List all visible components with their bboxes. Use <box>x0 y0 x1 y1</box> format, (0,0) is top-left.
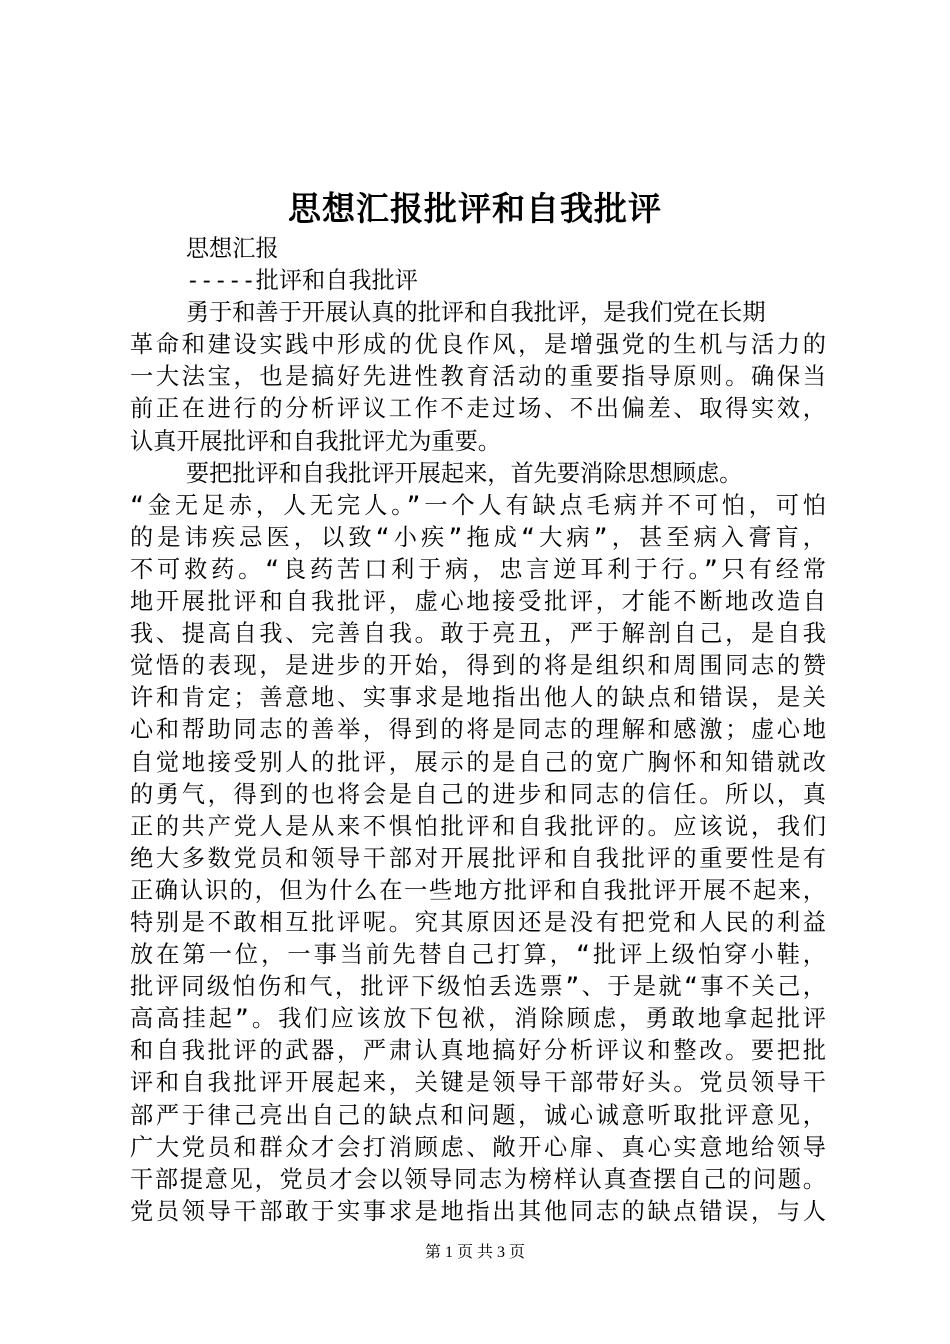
text-line: -----批评和自我批评 <box>130 267 418 295</box>
text-line: 评和自我批评开展起来，关键是领导干部带好头。党员领导干 <box>130 1069 826 1097</box>
text-line: 的是讳疾忌医，以致“小疾”拖成“大病”，甚至病入膏肓， <box>130 523 826 551</box>
text-line: 一大法宝，也是搞好先进性教育活动的重要指导原则。确保当 <box>130 363 826 391</box>
text-line: 的勇气，得到的也将会是自己的进步和同志的信任。所以，真 <box>130 780 826 808</box>
text-line: 觉悟的表现，是进步的开始，得到的将是组织和周围同志的赞 <box>130 652 826 680</box>
text-line: 地开展批评和自我批评，虚心地接受批评，才能不断地改造自 <box>130 588 826 616</box>
text-line: 认真开展批评和自我批评尤为重要。 <box>130 427 501 455</box>
text-line: 高高挂起”。我们应该放下包袱，消除顾虑，勇敢地拿起批评 <box>130 1005 826 1033</box>
text-line: 党员领导干部敢于实事求是地指出其他同志的缺点错误，与人 <box>130 1197 826 1225</box>
text-line: 正确认识的，但为什么在一些地方批评和自我批评开展不起来， <box>130 876 826 904</box>
text-line: 绝大多数党员和领导干部对开展批评和自我批评的重要性是有 <box>130 844 826 872</box>
text-line: 广大党员和群众才会打消顾虑、敞开心扉、真心实意地给领导 <box>130 1133 826 1161</box>
text-line: 部严于律己亮出自己的缺点和问题，诚心诚意听取批评意见， <box>130 1101 826 1129</box>
text-line: 思想汇报 <box>130 235 279 262</box>
text-line: 勇于和善于开展认真的批评和自我批评，是我们党在长期 <box>130 299 766 327</box>
text-line: 要把批评和自我批评开展起来，首先要消除思想顾虑。 <box>130 459 743 487</box>
document-body <box>130 233 826 1228</box>
page-footer: 第 1 页 共 3 页 <box>424 1244 525 1261</box>
text-line: 放在第一位，一事当前先替自己打算，“批评上级怕穿小鞋， <box>130 941 826 969</box>
text-line: 不可救药。“良药苦口利于病，忠言逆耳利于行。”只有经常 <box>130 555 826 583</box>
text-line: 自觉地接受别人的批评，展示的是自己的宽广胸怀和知错就改 <box>130 748 826 776</box>
text-line: 前正在进行的分析评议工作不走过场、不出偏差、取得实效， <box>130 395 826 423</box>
text-line: 许和肯定；善意地、实事求是地指出他人的缺点和错误，是关 <box>130 684 826 712</box>
document-title: 思想汇报批评和自我批评 <box>288 189 662 228</box>
text-line: 批评同级怕伤和气，批评下级怕丢选票”、于是就“事不关己， <box>130 973 826 1001</box>
text-line: 和自我批评的武器，严肃认真地搞好分析评议和整改。要把批 <box>130 1037 826 1065</box>
text-line: 干部提意见，党员才会以领导同志为榜样认真查摆自己的问题。 <box>130 1165 826 1193</box>
text-line: 特别是不敢相互批评呢。究其原因还是没有把党和人民的利益 <box>130 908 826 936</box>
text-line: 心和帮助同志的善举，得到的将是同志的理解和感激；虚心地 <box>130 716 826 744</box>
text-line: 我、提高自我、完善自我。敢于亮丑，严于解剖自己，是自我 <box>130 620 826 648</box>
text-line: “金无足赤，人无完人。”一个人有缺点毛病并不可怕，可怕 <box>130 491 826 519</box>
text-line: 革命和建设实践中形成的优良作风，是增强党的生机与活力的 <box>130 331 826 359</box>
text-line: 正的共产党人是从来不惧怕批评和自我批评的。应该说，我们 <box>130 812 826 840</box>
